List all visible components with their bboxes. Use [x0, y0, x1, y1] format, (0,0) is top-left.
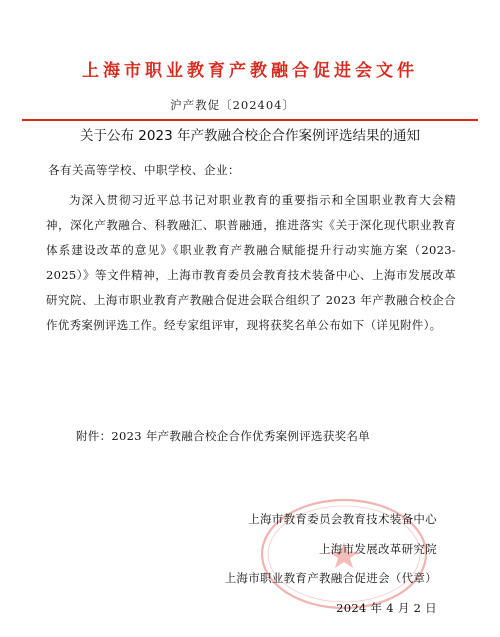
- attachment-line: 附件：2023 年产教融合校企合作优秀案例评选获奖名单: [76, 429, 371, 443]
- notice-title: 关于公布 2023 年产教融合校企合作案例评选结果的通知: [80, 128, 420, 144]
- issue-date: 2024 年 4 月 2 日: [336, 600, 437, 615]
- salutation: 各有关高等学校、中职学校、企业：: [48, 163, 240, 177]
- signature-block: [225, 505, 437, 623]
- issuing-organization-title: 上海市职业教育产教融合促进会文件: [82, 61, 418, 81]
- issuer-development-reform-institute: 上海市发展改革研究院: [319, 541, 437, 556]
- issuer-education-equipment-center: 上海市教育委员会教育技术装备中心: [248, 512, 437, 526]
- notice-body-paragraph: 为深入贯彻习近平总书记对职业教育的重要指示和全国职业教育大会精神，深化产教融合、科教融汇、职普融通，推进落实《关于深化现代职业教育体系建设改革的意见》《职业教育产教融合赋能提升行动实施方案（2023-2025）》等文件精神，上海市教育委员会教育技术装备中心、上海市发展改革研究院、上海市职业教育产教融合促进会联合组织了 2023 年产教融合校企合作优秀案例评选工作。经专家组评审，现将获奖名单公布如下（详见附件）。: [46, 193, 456, 332]
- document-number: 沪产教促〔202404〕: [170, 98, 295, 112]
- issuer-industry-education-association: 上海市职业教育产教融合促进会（代章）: [224, 571, 437, 585]
- red-divider-line: [22, 119, 478, 121]
